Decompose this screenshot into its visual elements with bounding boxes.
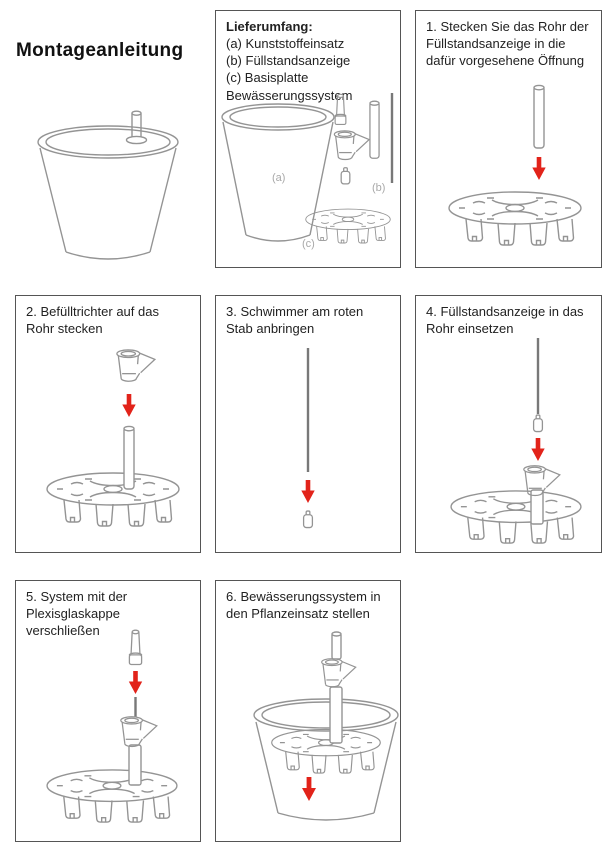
step-1-drawing xyxy=(416,73,600,263)
indicator-cap-icon xyxy=(332,633,341,659)
base-plate-icon xyxy=(47,473,179,526)
red-arrow-down-icon xyxy=(122,394,135,417)
base-plate-icon xyxy=(47,770,177,822)
funnel-icon xyxy=(117,350,155,381)
label-part-b: (b) xyxy=(372,182,386,194)
funnel-icon xyxy=(322,659,356,687)
tube-icon xyxy=(124,426,134,489)
panel-step-4 xyxy=(415,295,602,553)
delivery-contents-drawing xyxy=(216,85,400,265)
panel-step-5 xyxy=(15,580,201,842)
label-part-c: (c) xyxy=(302,238,315,250)
step-3-drawing xyxy=(216,342,400,547)
delivery-line-c2: Bewässerungssystem xyxy=(226,87,353,103)
tube-icon xyxy=(129,745,141,785)
panel-step-6 xyxy=(215,580,401,842)
step-6-text: 6. Bewässerungssystem in den Pflanzeinsatz stellen xyxy=(226,589,381,622)
tube-icon xyxy=(370,101,379,158)
step-4-drawing xyxy=(416,338,600,548)
base-plate-icon xyxy=(272,729,381,773)
step-2-text: 2. Befülltrichter auf das Rohr stecken xyxy=(26,304,159,337)
panel-delivery-contents xyxy=(215,10,401,268)
panel-step-1 xyxy=(415,10,602,268)
step-5-text: 5. System mit der Plexisglaskappe verschließen xyxy=(26,589,128,639)
finished-pot-drawing xyxy=(20,100,200,270)
step-1-text: 1. Stecken Sie das Rohr der Füllstandsanzeige in die dafür vorgesehene Öffnung xyxy=(426,19,589,69)
panel-step-3 xyxy=(215,295,401,553)
funnel-icon xyxy=(334,131,369,160)
red-arrow-down-icon xyxy=(129,671,142,694)
step-2-drawing xyxy=(16,342,200,547)
funnel-icon xyxy=(121,717,157,747)
red-arrow-down-icon xyxy=(302,777,316,801)
float-icon xyxy=(534,415,543,432)
delivery-line-c: (c) Basisplatte xyxy=(226,70,309,86)
tube-icon xyxy=(330,687,342,743)
step-6-drawing xyxy=(216,627,400,837)
base-plate-icon xyxy=(449,192,581,245)
delivery-line-b: (b) Füllstandsanzeige xyxy=(226,53,351,69)
float-icon xyxy=(304,511,313,528)
label-part-a: (a) xyxy=(272,172,286,184)
cap-icon xyxy=(335,94,346,124)
tube-icon xyxy=(534,85,544,148)
step-5-drawing xyxy=(16,627,200,837)
step-3-text: 3. Schwimmer am roten Stab anbringen xyxy=(226,304,364,337)
float-icon xyxy=(341,168,350,184)
pot-icon xyxy=(38,126,178,259)
red-arrow-down-icon xyxy=(532,157,545,180)
step-4-text: 4. Füllstandsanzeige in das Rohr einsetzen xyxy=(426,304,584,337)
base-plate-icon xyxy=(306,209,390,243)
cap-icon xyxy=(129,630,141,664)
delivery-line-a: (a) Kunststoffeinsatz xyxy=(226,36,345,52)
base-plate-icon xyxy=(451,491,581,543)
red-arrow-down-icon xyxy=(301,480,314,503)
page-title: Montageanleitung xyxy=(16,40,184,61)
red-arrow-down-icon xyxy=(531,438,544,461)
panel-step-2 xyxy=(15,295,201,553)
delivery-heading: Lieferumfang: xyxy=(226,19,313,34)
